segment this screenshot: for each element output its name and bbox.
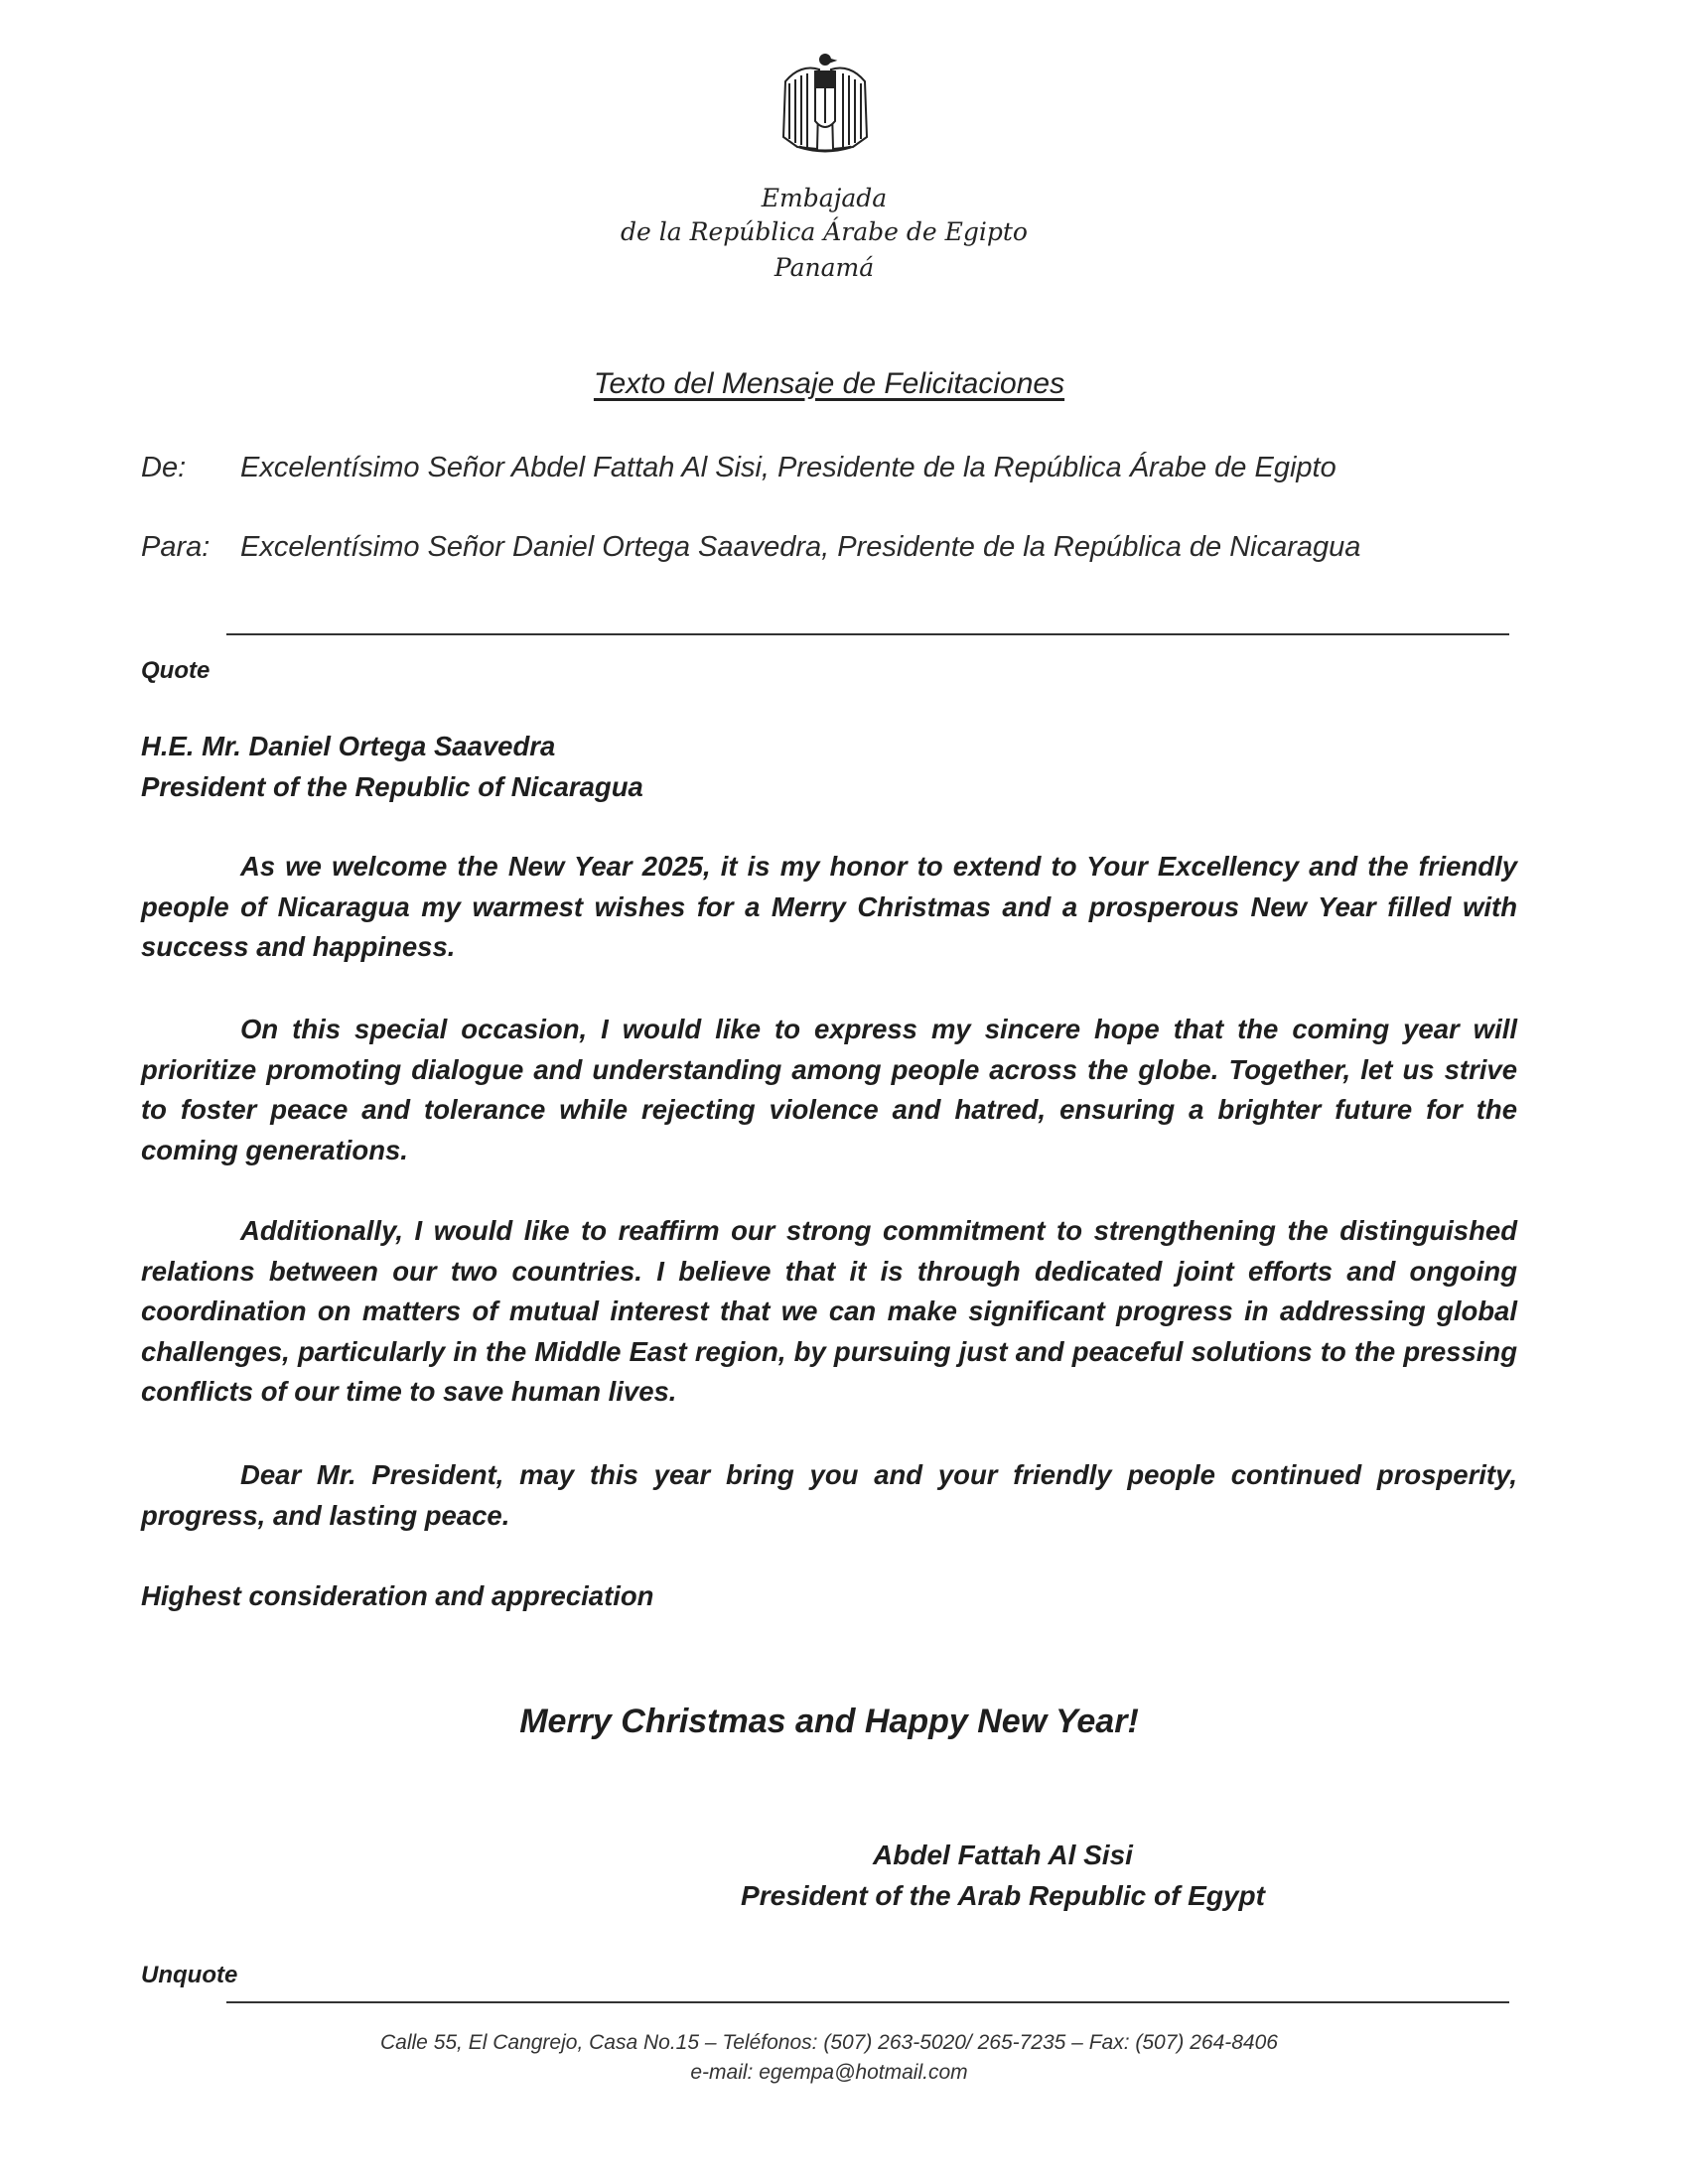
signature-name: Abdel Fattah Al Sisi: [873, 1840, 1133, 1870]
from-label: De:: [141, 452, 187, 483]
addressee-name: H.E. Mr. Daniel Ortega Saavedra: [141, 731, 556, 761]
footer-address: Calle 55, El Cangrejo, Casa No.15 – Teléfonos: (507) 263-5020/ 265-7235 – Fax: (507) 264-8406: [380, 2031, 1278, 2054]
document-title: Texto del Mensaje de Felicitaciones: [593, 367, 1065, 400]
unquote-label: Unquote: [141, 1962, 238, 1988]
paragraph-1-text: As we welcome the New Year 2025, it is my honor to extend to Your Excellency and the friendly people of Nicaragua my warmest wishes for a Merry Christmas and a prosperous New Year filled with success and happiness.: [141, 851, 1517, 962]
to-row: [141, 531, 1360, 564]
signature-title: President of the Arab Republic of Egypt: [741, 1880, 1265, 1911]
to-label: Para:: [141, 531, 211, 563]
footer-email: e-mail: egempa@hotmail.com: [690, 2061, 968, 2084]
paragraph-1: [141, 847, 1517, 968]
paragraph-3-text: Additionally, I would like to reaffirm our strong commitment to strengthening the distinguished relations between our two countries. I believe that it is through dedicated joint efforts and ongoing coordination on matters of mutual interest that we can make significant progress in addressing global challenges, particularly in the Middle East region, by pursuing just and peaceful solutions to the pressing conflicts of our time to save human lives.: [141, 1215, 1517, 1407]
season-greeting: Merry Christmas and Happy New Year!: [519, 1703, 1139, 1740]
eagle-crest-icon: [777, 52, 873, 155]
from-row: [141, 452, 1336, 484]
from-value: Excelentísimo Señor Abdel Fattah Al Sisi, Presidente de la República Árabe de Egipto: [240, 452, 1336, 483]
closing-line: Highest consideration and appreciation: [141, 1580, 654, 1611]
embassy-line-3: Panamá: [774, 253, 875, 282]
to-value: Excelentísimo Señor Daniel Ortega Saavedra, Presidente de la República de Nicaragua: [240, 531, 1361, 563]
embassy-line-2: de la República Árabe de Egipto: [621, 217, 1028, 246]
header-divider: [226, 633, 1509, 635]
addressee-position: President of the Republic of Nicaragua: [141, 771, 643, 802]
paragraph-4-text: Dear Mr. President, may this year bring you and your friendly people continued prosperity, progress, and lasting peace.: [141, 1459, 1517, 1531]
paragraph-4: [141, 1455, 1517, 1536]
paragraph-3: [141, 1211, 1517, 1413]
embassy-line-1: Embajada: [761, 184, 888, 212]
paragraph-2: [141, 1010, 1517, 1170]
quote-label: Quote: [141, 657, 211, 684]
paragraph-2-text: On this special occasion, I would like to express my sincere hope that the coming year will prioritize promoting dialogue and understanding among people across the globe. Together, let us strive to foster peace and tolerance while rejecting violence and hatred, ensuring a brighter future for the coming generations.: [141, 1014, 1517, 1165]
footer-divider: [226, 2001, 1509, 2003]
